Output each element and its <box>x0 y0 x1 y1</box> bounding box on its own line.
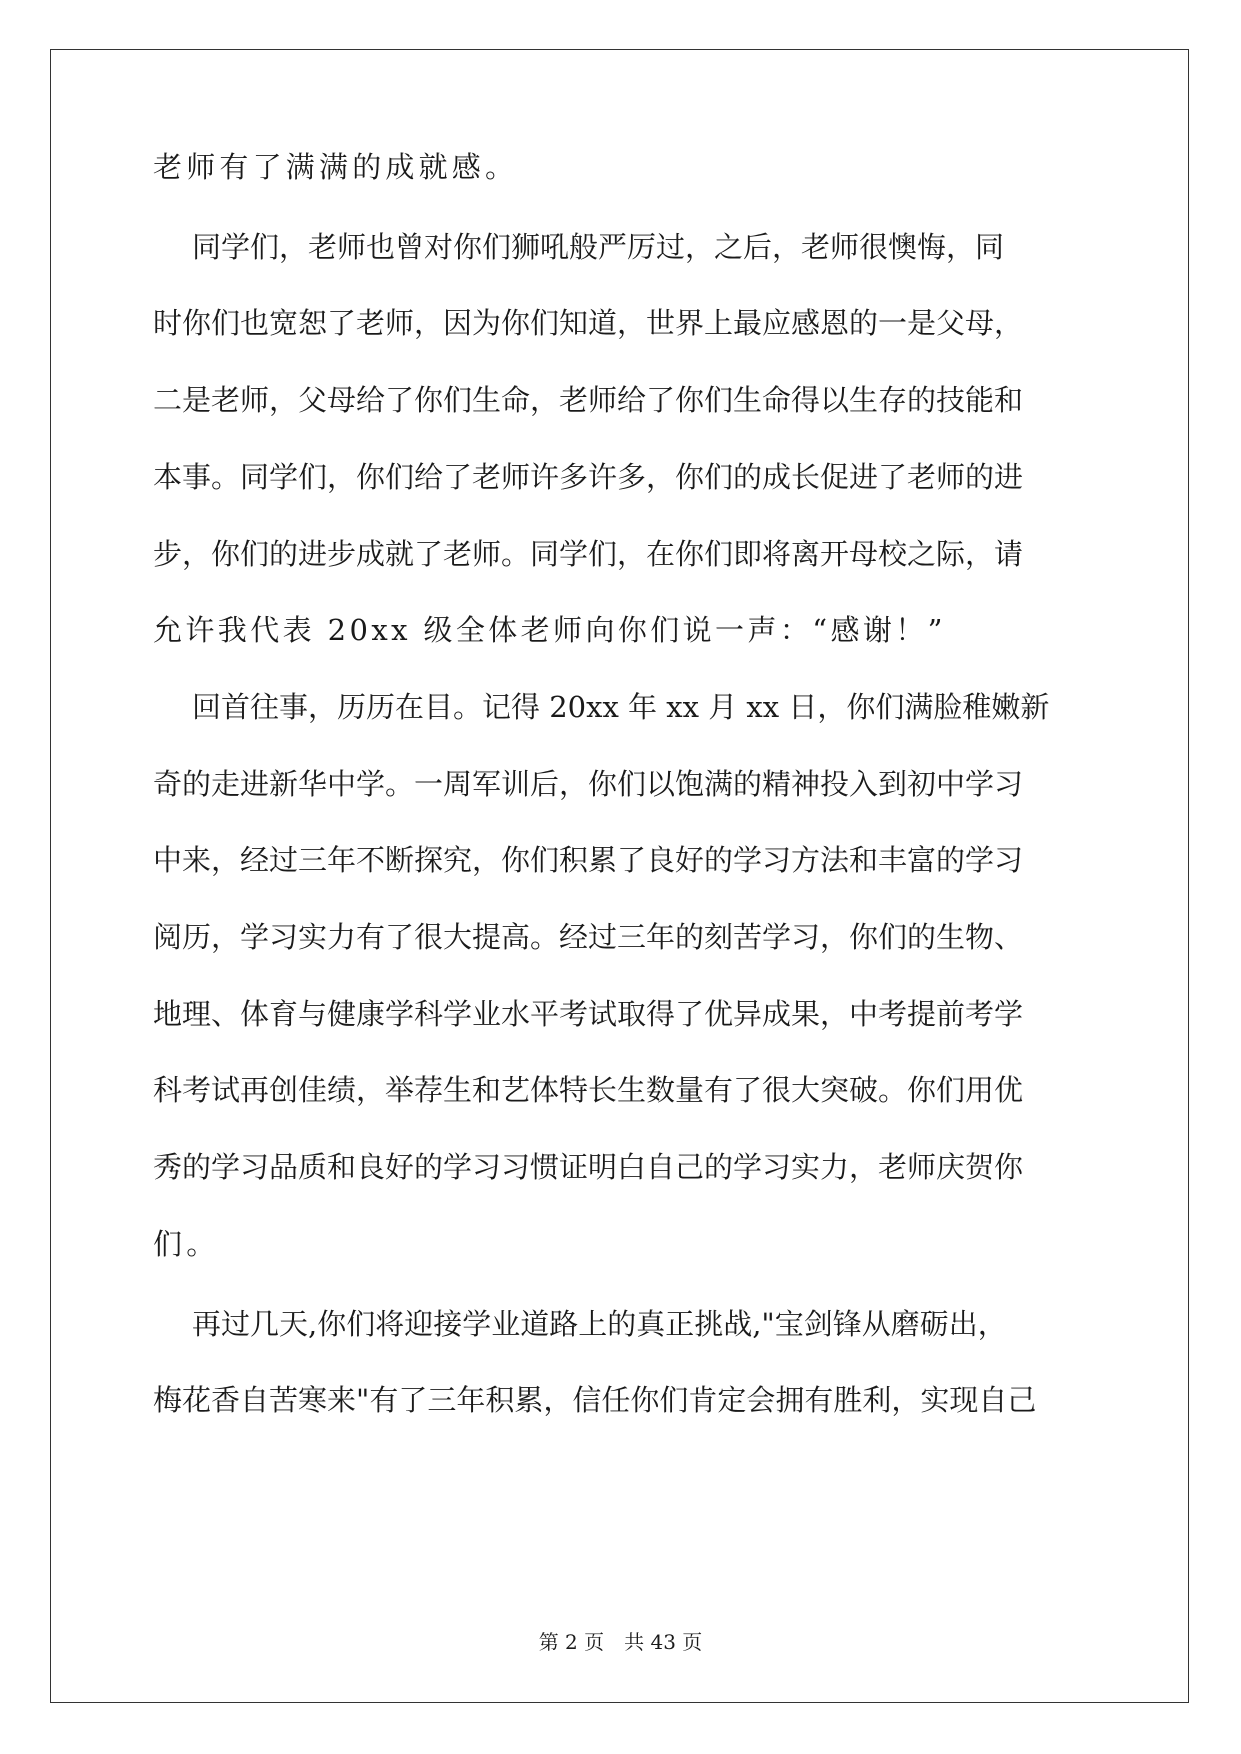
paragraph-start-line: 回首往事，历历在目。记得 20xx 年 xx 月 xx 日，你们满脸稚嫩新 <box>192 690 1050 724</box>
text-line: 二是老师，父母给了你们生命，老师给了你们生命得以生存的技能和 <box>153 383 1024 417</box>
text-line: 老师有了满满的成就感。 <box>153 150 519 184</box>
text-line: 梅花香自苦寒来"有了三年积累，信任你们肯定会拥有胜利，实现自己 <box>153 1383 1037 1417</box>
text-line: 奇的走进新华中学。一周军训后，你们以饱满的精神投入到初中学习 <box>153 767 1024 801</box>
text-line: 本事。同学们，你们给了老师许多许多，你们的成长促进了老师的进 <box>153 460 1024 494</box>
text-line: 允许我代表 20xx 级全体老师向你们说一声：“感谢！” <box>153 613 946 647</box>
paragraph-start-line: 再过几天,你们将迎接学业道路上的真正挑战,"宝剑锋从磨砺出， <box>192 1307 1007 1341</box>
text-line: 们。 <box>153 1227 220 1261</box>
text-line: 阅历，学习实力有了很大提高。经过三年的刻苦学习，你们的生物、 <box>153 920 1024 954</box>
page-total: 共 43 页 <box>624 1630 703 1654</box>
text-line: 地理、体育与健康学科学业水平考试取得了优异成果，中考提前考学 <box>153 997 1024 1031</box>
text-line: 时你们也宽恕了老师，因为你们知道，世界上最应感恩的一是父母， <box>153 306 1024 340</box>
text-line: 秀的学习品质和良好的学习习惯证明白自己的学习实力，老师庆贺你 <box>153 1150 1024 1184</box>
page-number: 第 2 页 <box>538 1630 605 1654</box>
paragraph-start-line: 同学们，老师也曾对你们狮吼般严厉过，之后，老师很懊悔，同 <box>192 230 1005 264</box>
text-line: 科考试再创佳绩，举荐生和艺体特长生数量有了很大突破。你们用优 <box>153 1073 1024 1107</box>
text-line: 中来，经过三年不断探究，你们积累了良好的学习方法和丰富的学习 <box>153 843 1024 877</box>
text-line: 步，你们的进步成就了老师。同学们，在你们即将离开母校之际，请 <box>153 537 1024 571</box>
page-footer <box>0 1628 1241 1656</box>
